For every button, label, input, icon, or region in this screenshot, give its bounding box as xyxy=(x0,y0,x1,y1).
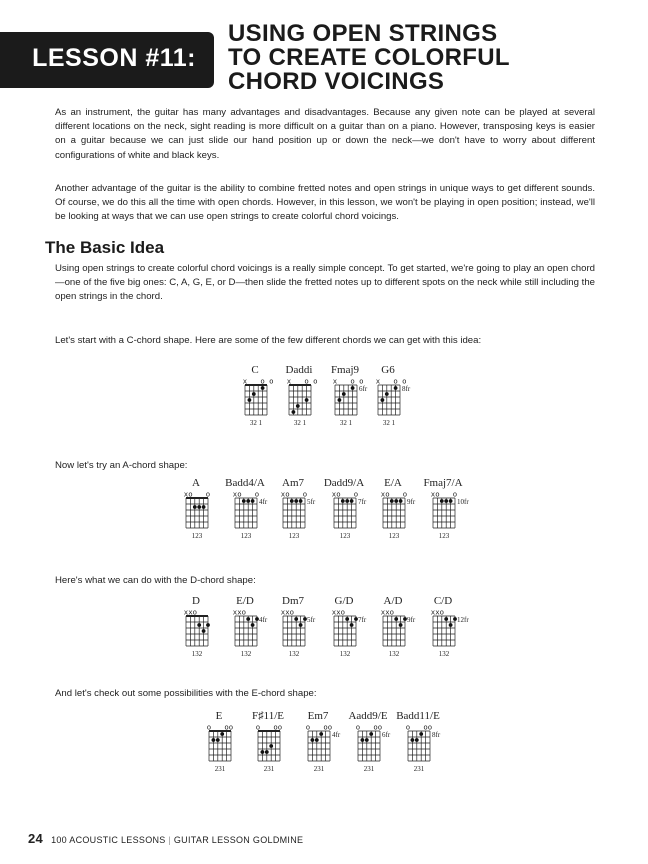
book-title: 100 ACOUSTIC LESSONS xyxy=(51,835,166,845)
title-line: CHORD VOICINGS xyxy=(228,68,445,95)
fret-position-label: 4fr xyxy=(259,616,268,624)
open-muted-string-markers: x o o xyxy=(332,377,364,386)
chord-name: Daddi xyxy=(285,364,313,376)
open-muted-string-markers: xo o xyxy=(183,490,211,499)
open-muted-string-markers: xo o xyxy=(331,490,359,499)
finger-dot xyxy=(197,505,201,509)
fingering-label: 132 xyxy=(191,650,203,658)
fingering-label: 132 xyxy=(438,650,450,658)
chord-name: G6 xyxy=(381,364,395,376)
finger-dot xyxy=(365,738,369,742)
finger-dot xyxy=(394,617,398,621)
finger-dot xyxy=(342,392,346,396)
fingering-label: 231 xyxy=(363,765,375,773)
footer-separator: | xyxy=(165,835,174,845)
fingering-label: 123 xyxy=(288,532,300,540)
fret-position-label: 6fr xyxy=(382,731,391,739)
finger-dot xyxy=(299,623,303,627)
finger-dot xyxy=(338,398,342,402)
finger-dot xyxy=(305,398,309,402)
finger-dot xyxy=(319,732,323,736)
page-footer xyxy=(28,831,303,846)
finger-dot xyxy=(399,623,403,627)
open-muted-string-markers: xxo xyxy=(232,608,260,617)
open-muted-string-markers: xxo xyxy=(280,608,308,617)
fingering-label: 132 xyxy=(288,650,300,658)
fret-position-label: 7fr xyxy=(358,616,367,624)
chord-name: Fmaj9 xyxy=(330,364,360,376)
chord-name: D xyxy=(192,595,200,607)
open-muted-string-markers: xxo xyxy=(430,608,458,617)
fret-position-label: 9fr xyxy=(407,498,416,506)
lesson-number-banner xyxy=(0,32,214,88)
open-muted-string-markers: xxo xyxy=(183,608,211,617)
lesson-number: LESSON #11: xyxy=(32,44,196,72)
finger-dot xyxy=(399,499,403,503)
finger-dot xyxy=(216,738,220,742)
finger-dot xyxy=(212,738,216,742)
open-muted-string-markers: x o o xyxy=(375,377,407,386)
finger-dot xyxy=(246,617,250,621)
finger-dot xyxy=(269,744,273,748)
finger-dot xyxy=(394,386,398,390)
finger-dot xyxy=(444,617,448,621)
fingering-label: 32 1 xyxy=(293,419,307,427)
finger-dot xyxy=(369,732,373,736)
finger-dot xyxy=(299,499,303,503)
fingering-label: 132 xyxy=(388,650,400,658)
chord-name: C xyxy=(251,364,259,376)
group-intro: Here's what we can do with the D-chord shape: xyxy=(55,575,256,586)
finger-dot xyxy=(248,398,252,402)
chord-name: A/D xyxy=(383,595,403,607)
finger-dot xyxy=(385,392,389,396)
chord-name: E/A xyxy=(384,477,402,489)
finger-dot xyxy=(419,732,423,736)
open-muted-string-markers: xo o xyxy=(430,490,458,499)
chord-name: Fmaj7/A xyxy=(423,477,463,489)
fret-position-label: 6fr xyxy=(359,385,368,393)
finger-dot xyxy=(261,386,265,390)
finger-dot xyxy=(261,750,265,754)
open-muted-string-markers: xo o xyxy=(232,490,260,499)
finger-dot xyxy=(193,505,197,509)
chord-diagram xyxy=(413,595,473,658)
finger-dot xyxy=(394,499,398,503)
fingering-label: 132 xyxy=(339,650,351,658)
fret-position-label: 5fr xyxy=(307,616,316,624)
open-muted-string-markers: o oo xyxy=(206,723,234,732)
finger-dot xyxy=(220,732,224,736)
fret-position-label: 8fr xyxy=(402,385,411,393)
fingering-label: 132 xyxy=(240,650,252,658)
finger-dot xyxy=(206,623,210,627)
fingering-label: 231 xyxy=(214,765,226,773)
title-line: USING OPEN STRINGS xyxy=(228,20,498,47)
fret-position-label: 7fr xyxy=(358,498,367,506)
chord-diagram xyxy=(388,710,448,773)
chord-name: A xyxy=(192,477,200,489)
finger-dot xyxy=(341,499,345,503)
fingering-label: 123 xyxy=(240,532,252,540)
series-title: GUITAR LESSON GOLDMINE xyxy=(173,835,304,845)
group-intro: Now let's try an A-chord shape: xyxy=(55,460,188,471)
fingering-label: 32 1 xyxy=(249,419,263,427)
chord-name: C/D xyxy=(433,595,453,607)
finger-dot xyxy=(315,738,319,742)
finger-dot xyxy=(444,499,448,503)
fingering-label: 231 xyxy=(413,765,425,773)
finger-dot xyxy=(265,750,269,754)
intro-paragraph: As an instrument, the guitar has many advantages and disadvantages. Because any given note can be played at several different locations on the neck, sight reading is more difficult on a guitar than on a piano. However, transposing keys is easier on a guitar because we can just slide our hand position up or down the neck—we don't have to worry about different configurations of white and black keys. xyxy=(55,107,595,161)
finger-dot xyxy=(292,410,296,414)
finger-dot xyxy=(345,499,349,503)
open-muted-string-markers: o oo xyxy=(355,723,383,732)
section-heading: The Basic Idea xyxy=(45,238,165,257)
group-intro: Let's start with a C-chord shape. Here are some of the few different chords we can get with this idea: xyxy=(55,335,482,346)
finger-dot xyxy=(202,505,206,509)
fingering-label: 32 1 xyxy=(382,419,396,427)
fingering-label: 123 xyxy=(191,532,203,540)
fingering-label: 123 xyxy=(438,532,450,540)
finger-dot xyxy=(411,738,415,742)
fret-position-label: 9fr xyxy=(407,616,416,624)
chord-name: Am7 xyxy=(282,477,304,489)
finger-dot xyxy=(350,499,354,503)
open-muted-string-markers: o oo xyxy=(405,723,433,732)
fingering-label: 32 1 xyxy=(339,419,353,427)
finger-dot xyxy=(449,499,453,503)
finger-dot xyxy=(415,738,419,742)
fingering-label: 123 xyxy=(339,532,351,540)
finger-dot xyxy=(390,499,394,503)
open-muted-string-markers: x o o xyxy=(242,377,274,386)
fret-position-label: 10fr xyxy=(457,498,469,506)
group-intro: And let's check out some possibilities with the E-chord shape: xyxy=(55,688,317,699)
page-number: 24 xyxy=(28,831,44,846)
finger-dot xyxy=(246,499,250,503)
open-muted-string-markers: xo o xyxy=(280,490,308,499)
finger-dot xyxy=(440,499,444,503)
fret-position-label: 4fr xyxy=(332,731,341,739)
lesson-title xyxy=(228,22,510,94)
finger-dot xyxy=(242,499,246,503)
chord-diagram xyxy=(413,477,473,540)
finger-dot xyxy=(197,623,201,627)
open-muted-string-markers: xxo xyxy=(380,608,408,617)
chord-name: Dm7 xyxy=(282,595,304,607)
finger-dot xyxy=(311,738,315,742)
title-line: TO CREATE COLORFUL xyxy=(228,44,510,71)
chord-name: Dadd9/A xyxy=(323,477,365,489)
finger-dot xyxy=(345,617,349,621)
finger-dot xyxy=(294,499,298,503)
finger-dot xyxy=(449,623,453,627)
fingering-label: 123 xyxy=(388,532,400,540)
intro-paragraph: Another advantage of the guitar is the ability to combine fretted notes and open strings in unique ways to get different sounds. Of course, we do this all the time with open chords. However, in this lesson, we won't be playing in open position; instead, we'll be looking at ways that we can use open strings to create colorful chord voicings. xyxy=(55,183,595,223)
finger-dot xyxy=(251,623,255,627)
open-muted-string-markers: o oo xyxy=(255,723,283,732)
finger-dot xyxy=(251,499,255,503)
fingering-label: 231 xyxy=(263,765,275,773)
chord-name: E xyxy=(215,710,223,722)
section-paragraph: Using open strings to create colorful chord voicings is a really simple concept. To get started, we're going to play an open chord—one of the five big ones: C, A, G, E, or D—then slide the fretted notes up to different spots on the neck while still including the open strings in the chord. xyxy=(55,263,595,303)
open-muted-string-markers: xxo xyxy=(331,608,359,617)
open-muted-string-markers: xo o xyxy=(380,490,408,499)
finger-dot xyxy=(202,629,206,633)
fingering-label: 231 xyxy=(313,765,325,773)
finger-dot xyxy=(296,404,300,408)
finger-dot xyxy=(351,386,355,390)
chord-name: Aadd9/E xyxy=(348,710,388,722)
chord-name: G/D xyxy=(334,595,354,607)
chord-name: Em7 xyxy=(307,710,329,722)
chord-name: Badd11/E xyxy=(396,710,440,722)
finger-dot xyxy=(361,738,365,742)
finger-dot xyxy=(252,392,256,396)
chord-name: Badd4/A xyxy=(225,477,265,489)
finger-dot xyxy=(381,398,385,402)
chord-name: E/D xyxy=(236,595,254,607)
finger-dot xyxy=(294,617,298,621)
fret-position-label: 8fr xyxy=(432,731,441,739)
chord-name: F♯11/E xyxy=(252,710,284,722)
open-muted-string-markers: x o o xyxy=(286,377,318,386)
fret-position-label: 5fr xyxy=(307,498,316,506)
fret-position-label: 4fr xyxy=(259,498,268,506)
finger-dot xyxy=(350,623,354,627)
finger-dot xyxy=(290,499,294,503)
fret-position-label: 12fr xyxy=(457,616,469,624)
chord-diagram xyxy=(358,364,418,427)
open-muted-string-markers: o oo xyxy=(305,723,333,732)
